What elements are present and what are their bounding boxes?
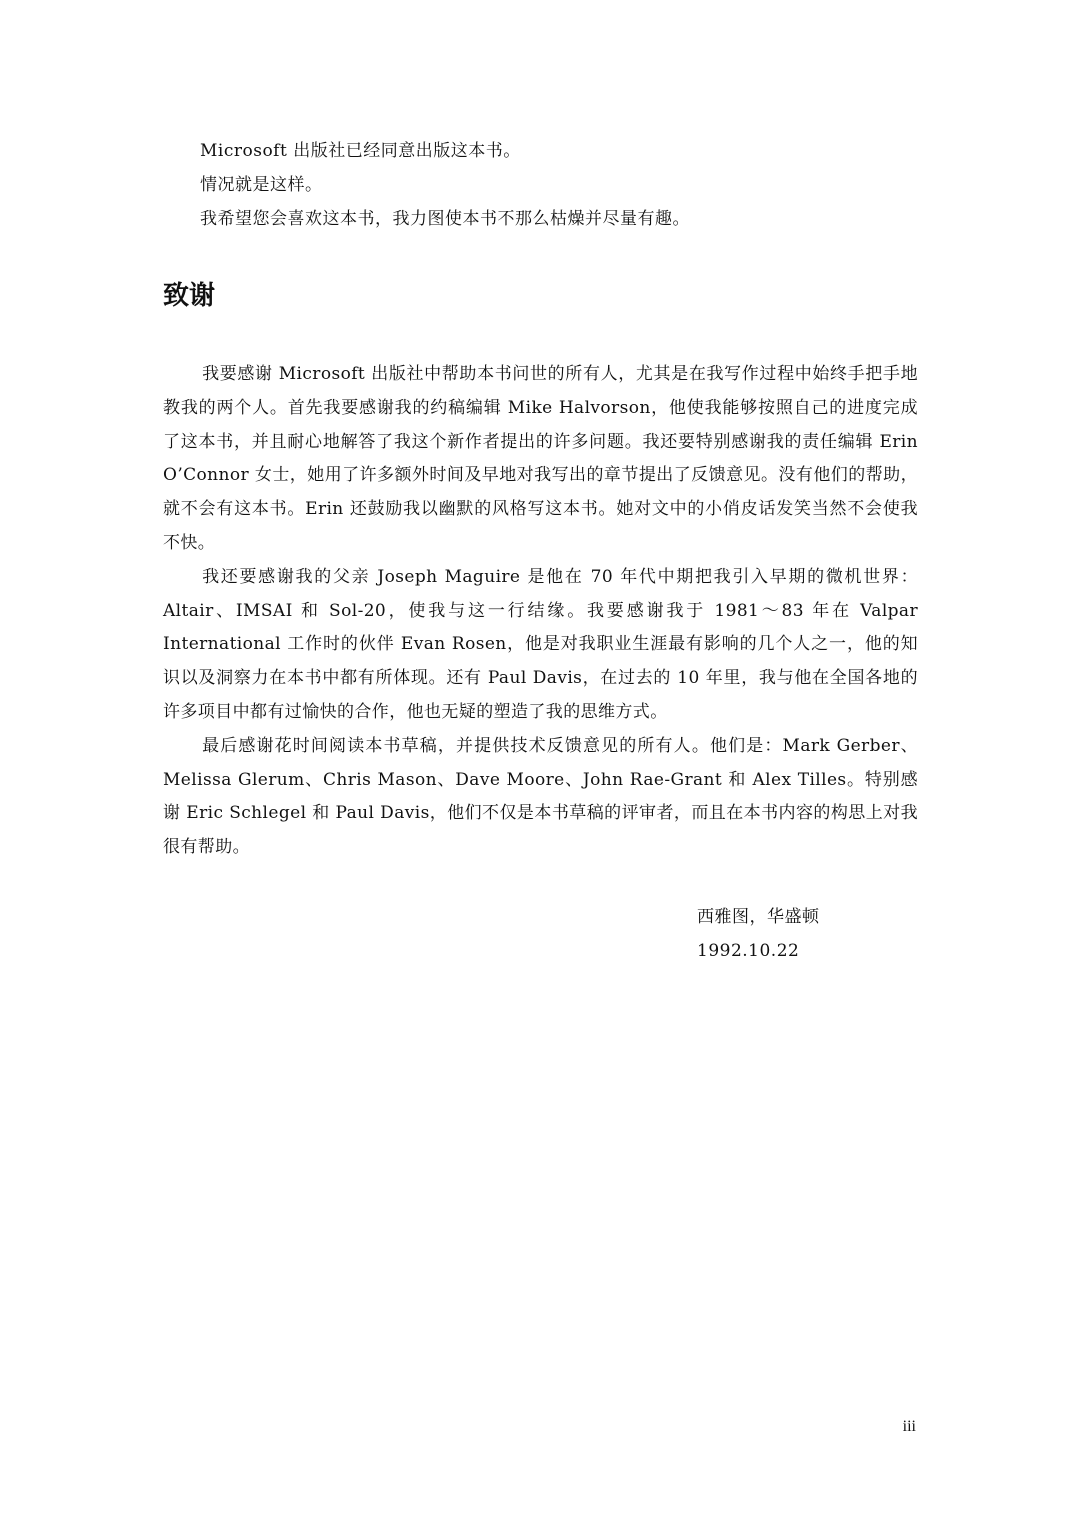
intro-line: 我希望您会喜欢这本书，我力图使本书不那么枯燥并尽量有趣。 <box>200 209 690 229</box>
section-heading: 致谢 <box>163 281 216 311</box>
acknowledgment-paragraph: 最后感谢花时间阅读本书草稿，并提供技术反馈意见的所有人。他们是：Mark Gerber、Melissa Glerum、Chris Mason、Dave Moore、John Rae-Grant 和 Alex Tilles。特别感谢 Eric Schlegel 和 Paul Davis，他们不仅是本书草稿的评审者，而且在本书内容的构思上对我很有帮助。 <box>163 735 918 858</box>
acknowledgments-body <box>163 358 918 865</box>
signature-block <box>697 900 917 968</box>
page-number: iii <box>902 1418 916 1435</box>
intro-line: 情况就是这样。 <box>200 175 323 195</box>
signature-date: 1992.10.22 <box>697 941 800 961</box>
signature-place: 西雅图，华盛顿 <box>697 907 820 927</box>
intro-section <box>200 134 920 236</box>
intro-line: Microsoft 出版社已经同意出版这本书。 <box>200 141 521 161</box>
acknowledgment-paragraph: 我还要感谢我的父亲 Joseph Maguire 是他在 70 年代中期把我引入早期的微机世界：Altair、IMSAI 和 Sol-20，使我与这一行结缘。我要感谢我于 1981～83 年在 Valpar International 工作时的伙伴 Evan Rosen，他是对我职业生涯最有影响的几个人之一，他的知识以及洞察力在本书中都有所体现。还有 Paul Davis，在过去的 10 年里，我与他在全国各地的许多项目中都有过愉快的合作，他也无疑的塑造了我的思维方式。 <box>163 566 918 722</box>
acknowledgment-paragraph: 我要感谢 Microsoft 出版社中帮助本书问世的所有人，尤其是在我写作过程中始终手把手地教我的两个人。首先我要感谢我的约稿编辑 Mike Halvorson，他使我能够按照自己的进度完成了这本书，并且耐心地解答了我这个新作者提出的许多问题。我还要特别感谢我的责任编辑 Erin O’Connor 女士，她用了许多额外时间及早地对我写出的章节提出了反馈意见。没有他们的帮助，就不会有这本书。Erin 还鼓励我以幽默的风格写这本书。她对文中的小俏皮话发笑当然不会使我不快。 <box>163 364 918 553</box>
